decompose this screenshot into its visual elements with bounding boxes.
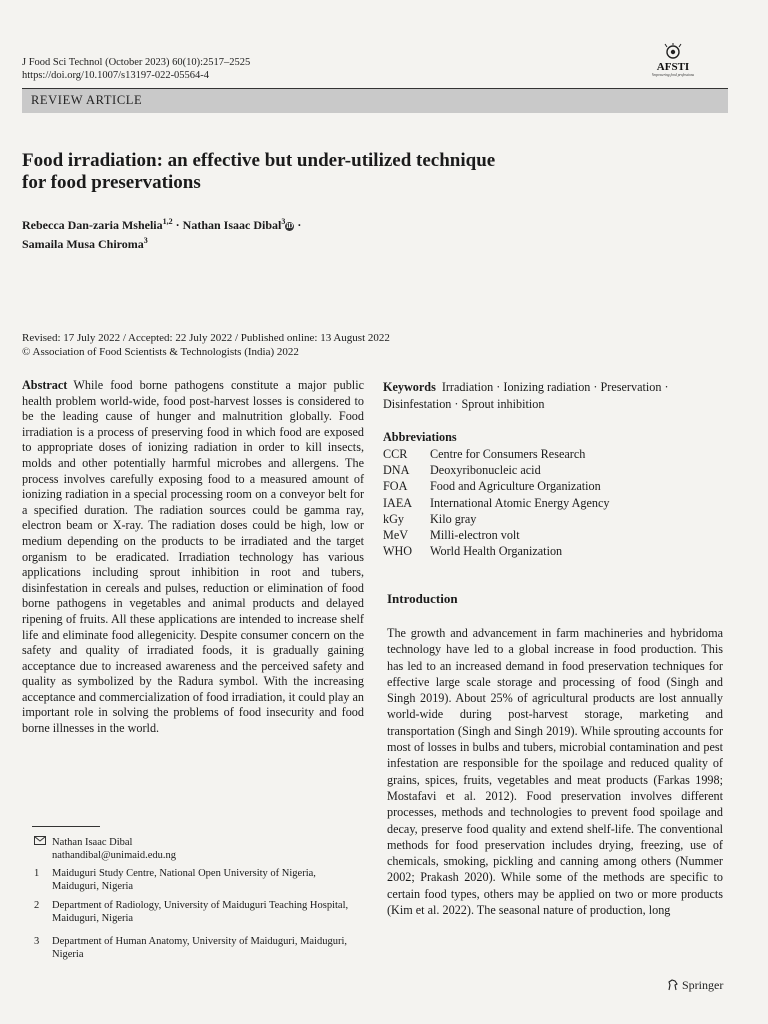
abbreviation-expansion: Milli-electron volt	[430, 528, 520, 543]
abbreviation-expansion: International Atomic Energy Agency	[430, 495, 610, 510]
abbreviation-row	[383, 527, 723, 543]
abbreviation-row	[383, 543, 723, 559]
publication-history	[22, 331, 522, 359]
article-title	[22, 150, 622, 194]
author-affiliation-mark: 3	[143, 236, 148, 245]
affiliation-footnote	[34, 935, 354, 961]
abbreviation: FOA	[383, 479, 408, 494]
affiliation-text: Maiduguri Study Centre, National Open University of Nigeria, Maiduguri, Nigeria	[52, 868, 316, 892]
author-affiliation-mark: 3	[281, 217, 286, 226]
abbreviation: kGy	[383, 511, 404, 526]
keywords	[383, 379, 723, 412]
abbreviation-row	[383, 462, 723, 478]
corresponding-author	[34, 836, 354, 862]
footnote-mark: 1	[34, 868, 40, 879]
journal-citation: J Food Sci Technol (October 2023) 60(10):2517–2525	[22, 57, 251, 68]
abstract-label: Abstract	[22, 378, 68, 392]
abbreviation-expansion: Food and Agriculture Organization	[430, 479, 601, 494]
author-name[interactable]: Samaila Musa Chiroma	[22, 237, 144, 251]
abbreviation-expansion: Centre for Consumers Research	[430, 447, 586, 461]
title-line: Food irradiation: an effective but under-utilized technique	[22, 150, 496, 171]
footnote-mark: 3	[34, 936, 40, 947]
title-line: for food preservations	[22, 172, 201, 193]
affiliation-text: Department of Radiology, University of Maiduguri Teaching Hospital, Maiduguri, Nigeria	[52, 900, 349, 924]
dates-line: Revised: 17 July 2022 / Accepted: 22 July 2022 / Published online: 13 August 2022	[22, 332, 390, 344]
abbreviation: MeV	[383, 528, 409, 543]
abstract	[22, 378, 364, 737]
orcid-icon[interactable]: iD	[286, 222, 294, 230]
abbreviations-list	[383, 446, 723, 559]
affiliation-footnote	[34, 899, 354, 925]
corresponding-author-name: Nathan Isaac Dibal	[52, 837, 133, 848]
publisher-name: Springer	[682, 978, 724, 992]
footnote-mark: 2	[34, 900, 40, 911]
abbreviation: DNA	[383, 463, 410, 478]
springer-horse-icon	[667, 979, 679, 991]
author-affiliation-mark: 1,2	[162, 217, 173, 226]
abbreviation-row	[383, 478, 723, 494]
author-list	[22, 214, 522, 252]
abstract-text: While food borne pathogens constitute a major public health problem world-wide, food post-harvest losses is considered to be the leading cause of hunger and malnutrition globally. Food irradiation is a process of preserving food in which food are exposed to appropriate doses of ionizing radiation in order to kill insects, molds and other potentially harmful microbes and allergens. The process involves carefully exposing food to a measured amount of ionizing radiation in a special processing room on a conveyor belt for a specified duration. The radiation sources could be gamma ray, electron beam or X-ray. The radiation doses could be high, low or medium depending on the products to be irradiated and the target organism to be eradicated. Irradiation technology has various applications including sprout inhibition in root and tubers, disinfestation in cereals and pulses, reduction or elimination of food borne pathogens in vegetables and animal products and delayed ripening of fruits. All these applications are intended to increase shelf life and eliminate food allegenicity. Despite consumer concern on the safety and quality of irradiated foods, it is gradually gaining acceptance due to increased awareness and the perceived safety and quality as symbolized by the Radura symbol. With the increasing acceptance and commercialization of food irradiation, it could play an important role in solving the problems of food insecurity and food borne illnesses in the world.	[22, 378, 364, 736]
introduction-text: The growth and advancement in farm machineries and hybridoma technology have led to a global increase in food production. This has led to an increased demand in food preservation techniques for effective large scale storage and processing of food (Singh and Singh 2019). About 25% of agricultural products are lost annually world-wide during post-harvest storage, marketing and transportation (Singh and Singh 2019). While sprouting accounts for most of losses in bulbs and tubers, microbial contamination and pest infestation are responsible for the spoilage and reduced quality of grains, spices, fruits, vegetables and meat products (Farkas 1998; Mostafavi et al. 2012). Food preservation involves different processes, methods and technologies to prevent food spoilage and decay, preserve food quality and extend shelf-life. The conventional methods for food preservation includes drying, freezing, use of chemicals, smoking, pickling and canning among others (Nummer 2002; Prakash 2020). While some of the methods are specific to certain food types, others may be applied on two or more products (Kim et al. 2022). The seasonal nature of production, long	[387, 626, 723, 918]
corresponding-author-email[interactable]: nathandibal@unimaid.edu.ng	[52, 850, 176, 861]
publisher-logo	[667, 978, 723, 993]
author-separator: ·	[294, 218, 302, 232]
keywords-label: Keywords	[383, 380, 436, 394]
logo-tagline: Empowering food professionals	[652, 73, 694, 77]
abbreviation-row	[383, 511, 723, 527]
keywords-text: Irradiation · Ionizing radiation · Preservation · Disinfestation · Sprout inhibition	[383, 380, 669, 411]
logo-text: AFSTI	[656, 61, 690, 73]
article-type-band	[22, 89, 728, 113]
copyright-line: © Association of Food Scientists & Technologists (India) 2022	[22, 346, 299, 358]
footnote-rule	[32, 826, 100, 827]
abbreviation: IAEA	[383, 495, 413, 510]
author-name[interactable]: Rebecca Dan-zaria Mshelia	[22, 218, 163, 232]
abbreviation-row	[383, 495, 723, 511]
abbreviation-row	[383, 446, 723, 462]
affiliation-footnote	[34, 867, 354, 893]
abbreviation: CCR	[383, 447, 408, 461]
email-icon	[34, 836, 46, 849]
afsti-logo	[652, 43, 694, 79]
affiliation-text: Department of Human Anatomy, University of Maiduguri, Maiduguri, Nigeria	[52, 936, 348, 960]
doi-link[interactable]: https://doi.org/10.1007/s13197-022-05564-4	[22, 70, 210, 81]
author-name[interactable]: Nathan Isaac Dibal	[182, 218, 282, 232]
abbreviation-expansion: Kilo gray	[430, 511, 477, 526]
abbreviation-expansion: Deoxyribonucleic acid	[430, 463, 541, 478]
abbreviations-heading: Abbreviations	[383, 430, 457, 444]
afsti-emblem-icon	[652, 43, 694, 79]
author-separator: ·	[172, 218, 183, 232]
introduction-heading: Introduction	[387, 591, 458, 606]
abbreviation: WHO	[383, 544, 413, 559]
abbreviation-expansion: World Health Organization	[430, 544, 563, 559]
article-type: REVIEW ARTICLE	[31, 93, 143, 107]
